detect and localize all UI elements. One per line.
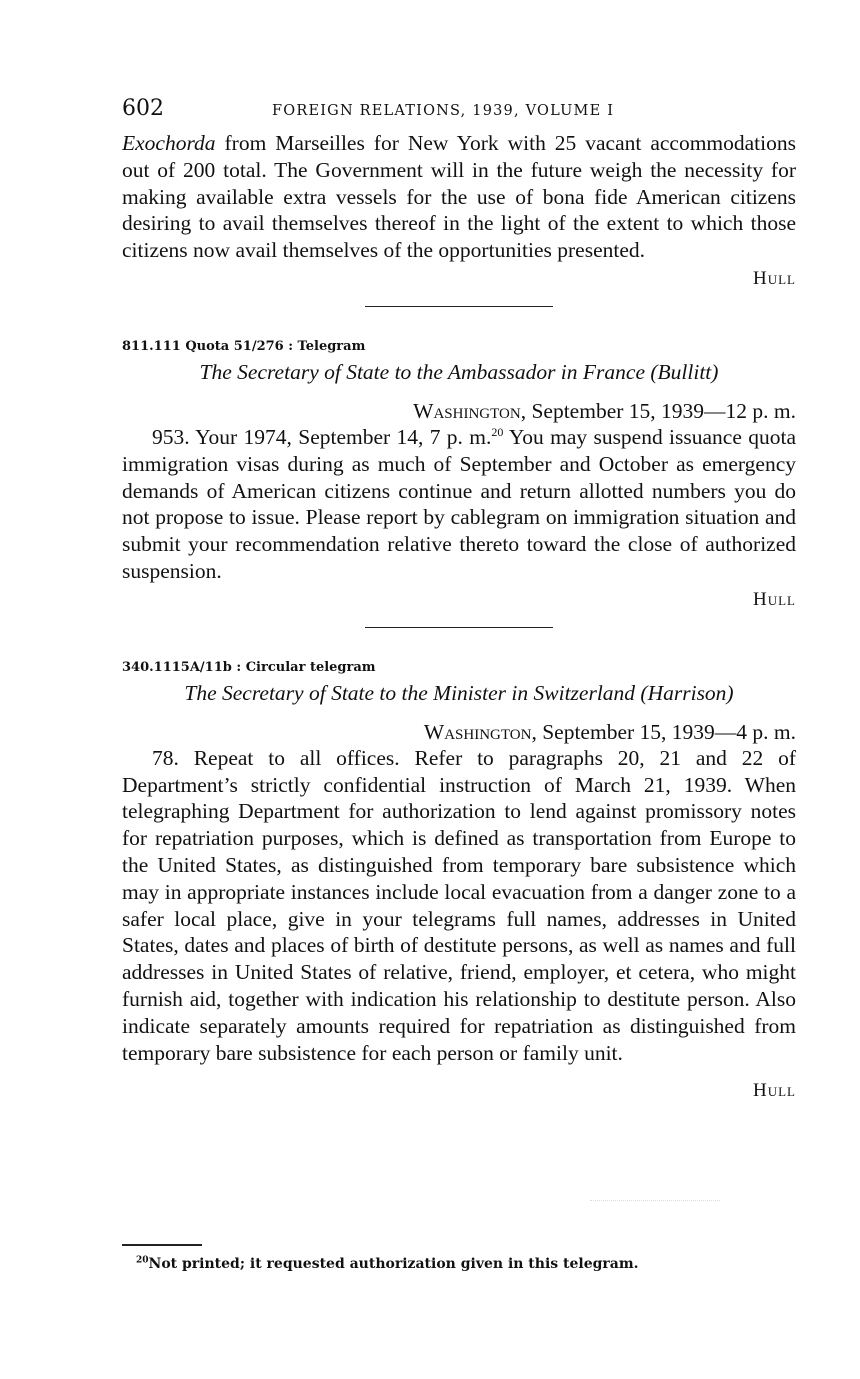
file-reference-1: 811.111 Quota 51/276 : Telegram: [122, 338, 366, 354]
signature-2: Hull: [753, 588, 796, 610]
dateline-city: Washington: [423, 719, 532, 744]
body-start: 953. Your 1974, September 14, 7 p. m.: [152, 424, 492, 449]
continuation-text: from Marseilles for New York with 25 vacant accommodations out of 200 total. The Government will in the future weigh the necessity for making available extra vessels for the use of bona fide American citizens desiring to avail themselves thereof in the light of the extent to which those citizens now avail themselves of the opportunities presented.: [122, 131, 796, 263]
scan-specks: [590, 1200, 720, 1213]
dateline-2: [122, 720, 796, 745]
dateline-date: , September 15, 1939—4 p. m.: [531, 719, 796, 744]
footnote-text: Not printed; it requested authorization given in this telegram.: [148, 1256, 639, 1272]
dateline-date: , September 15, 1939—12 p. m.: [520, 398, 796, 423]
dateline-city: Washington: [413, 398, 521, 423]
document-heading-2: [122, 681, 796, 706]
signature-3: Hull: [753, 1080, 796, 1102]
heading-recipient: (Harrison): [640, 680, 734, 705]
telegram-body-1: [122, 424, 796, 585]
running-head: [122, 96, 796, 130]
heading-text: The Secretary of State to the Minister in Switzerland: [184, 680, 636, 705]
heading-text: The Secretary of State to the Ambassador in France: [199, 359, 645, 384]
dateline-1: [122, 399, 796, 424]
document-heading-1: [122, 360, 796, 385]
telegram-body-2: 78. Repeat to all offices. Refer to paragraphs 20, 21 and 22 of Department’s strictly confidential instruction of March 21, 1939. When telegraphing Department for authorization to lend against promissory notes for repatriation purposes, which is defined as transportation from Europe to the United States, as distinguished from temporary bare subsistence which may in appropriate instances include local evacuation from a danger zone to a safer local place, give in your telegrams full names, addresses in United States, dates and places of birth of destitute persons, as well as names and full addresses in United States of relative, friend, employer, et cetera, who might furnish aid, together with indication his relationship to destitute person. Also indicate separately amounts required for repatriation as distinguished from temporary bare subsistence for each person or family unit.: [122, 745, 796, 1065]
heading-recipient: (Bullitt): [650, 359, 719, 384]
footnote-divider: [122, 1244, 202, 1246]
signature-1: Hull: [753, 267, 796, 289]
document-page: [122, 96, 796, 1102]
body-rest: You may suspend issuance quota immigration visas during as much of September and October as emergency demands of American citizens continue and return allotted numbers you do not propose to issue. Please report by cablegram on immigration situation and submit your recommendation relative thereto toward the close of authorized suspension.: [122, 424, 796, 583]
footnote-marker: 20: [136, 1255, 149, 1266]
page-number: 602: [122, 96, 164, 121]
footnote: [136, 1256, 639, 1272]
continuation-paragraph: [122, 130, 796, 264]
running-title: FOREIGN RELATIONS, 1939, VOLUME I: [272, 103, 615, 119]
ship-name: Exochorda: [122, 131, 216, 155]
footnote-reference: 20: [491, 424, 504, 439]
file-reference-2: 340.1115A/11b : Circular telegram: [122, 659, 376, 675]
